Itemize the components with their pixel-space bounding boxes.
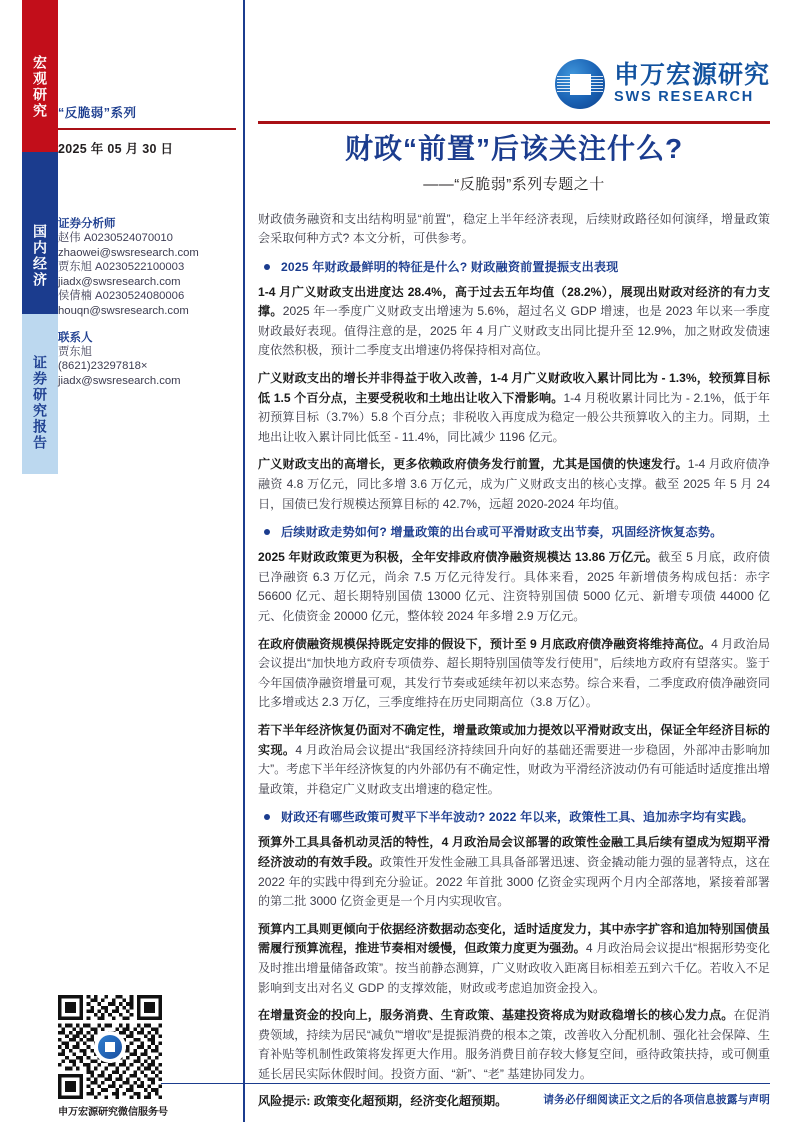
vertical-sidebar xyxy=(22,0,58,1122)
main-column xyxy=(258,0,770,1109)
paragraph xyxy=(258,548,770,626)
paragraph-lead-bold: 2025 年财政政策更为积极，全年安排政府债净融资规模达 13.86 万亿元。 xyxy=(258,550,658,565)
analyst-entry: 赵伟 A0230524070010 xyxy=(58,232,173,244)
series-tag: “反脆弱”系列 xyxy=(58,106,137,120)
paragraph-rest: 1-4 月税收累计同比为 - 2.1%，低于年初预算目标（3.7%）5.8 个百分点；非税收入再度成为稳定一般公共预算收入的主力。同期，土地出让收入累计同比低至 - 11.4%，同比减少 1196 亿元。 xyxy=(258,390,770,444)
paragraph-lead-bold: 预算外工具具备机动灵活的特性，4 月政治局会议部署的政策性金融工具后续有望成为短期平滑经济波动的有效手段。 xyxy=(258,835,770,869)
sidebar-filler xyxy=(22,474,58,1122)
wechat-qr-block xyxy=(58,995,168,1118)
sidebar-block-macro-research xyxy=(22,0,58,152)
paragraph-rest: 截至 5 月底，政府债已净融资 6.3 万亿元，尚余 7.5 万亿元待发行。具体来看，2025 年新增债务构成包括：赤字 56600 亿元、超长期特别国债 13000 亿元、注资特别国债 5000 亿元、新增专项债 44000 亿元、化债资金 20000 亿元，整体较 2024 年多增 2.9 万亿元。 xyxy=(258,550,770,623)
analyst-entry: 侯倩楠 A0230524080006 xyxy=(58,290,185,303)
analyst-email[interactable]: zhaowei@swsresearch.com xyxy=(58,246,199,259)
sidebar-block-label: 国内经济 xyxy=(32,224,48,288)
report-date: 2025 年 05 月 30 日 xyxy=(58,142,174,156)
footer-disclaimer: 请务必仔细阅读正文之后的各项信息披露与声明 xyxy=(543,1094,770,1106)
risk-disclaimer: 风险提示: 政策变化超预期，经济变化超预期。 xyxy=(258,1094,508,1109)
sidebar-block-securities-research-report xyxy=(22,314,58,474)
brand-name-cn: 申万宏源研究 xyxy=(613,61,770,90)
series-tag-rule xyxy=(58,128,236,130)
analyst-email[interactable]: jiadx@swsresearch.com xyxy=(58,275,181,288)
contact-heading: 联系人 xyxy=(58,331,93,344)
qr-center-logo-icon xyxy=(94,1031,126,1063)
paragraph xyxy=(258,635,770,713)
paragraph-rest: 1-4 月政府债净融资 4.8 万亿元，同比多增 3.6 万亿元，成为广义财政支出的核心支撑。截至 2025 年 5 月 24 日，国债已发行规模达预算目标的 42.7%，远超 2020-2024 年均值。 xyxy=(258,457,770,511)
left-meta-column xyxy=(58,0,238,388)
section-heading-3 xyxy=(258,808,770,826)
paragraph xyxy=(258,721,770,799)
paragraph xyxy=(258,283,770,361)
lead-paragraph: 财政债务融资和支出结构明显“前置”，稳定上半年经济表现，后续财政路径如何演绎，增量政策会采取何种方式? 本文分析，可供参考。 xyxy=(258,211,770,246)
paragraph xyxy=(258,455,770,514)
paragraph-lead-bold: 若下半年经济恢复仍面对不确定性，增量政策或加力提效以平滑财政支出，保证全年经济目标的实现。 xyxy=(258,722,770,757)
paragraph-lead-bold: 广义财政支出的高增长，更多依赖政府债务发行前置，尤其是国债的快速发行。 xyxy=(258,457,688,472)
paragraph-rest: 4 月政治局会议提出“根据形势变化及时推出增量储备政策”。按当前静态测算，广义财政收入距离目标相差五到六千亿。若收入不足影响到支出对名义 GDP 的支撑效能，财政或考虑追加资金投入。 xyxy=(258,941,770,995)
analyst-heading: 证券分析师 xyxy=(58,218,116,230)
sidebar-block-label: 宏观研究 xyxy=(32,55,48,119)
section-heading-label: 财政还有哪些政策可熨平下半年波动? 2022 年以来，政策性工具、追加赤字均有实践。 xyxy=(281,810,754,825)
section-heading-label: 2025 年财政最鲜明的特征是什么? 财政融资前置提振支出表现 xyxy=(281,259,619,274)
report-body xyxy=(258,210,770,1110)
footer-divider-rule xyxy=(161,1083,770,1084)
sws-globe-icon xyxy=(555,59,605,109)
paragraph-rest: 政策性开发性金融工具具备部署迅速、资金撬动能力强的显著特点，这在 2022 年的实践中得到充分验证。2022 年首批 3000 亿资金实现两个月内全部落地，紧接着部署的第二批 3000 亿资金更是一个月内实现收官。 xyxy=(258,854,770,909)
paragraph-lead-bold: 广义财政支出的增长并非得益于收入改善，1-4 月广义财政收入累计同比为 - 1.3%，较预算目标低 1.5 个百分点，主要受税收和土地出让收入下滑影响。 xyxy=(258,371,770,405)
contact-phone: (8621)23297818× xyxy=(58,360,148,373)
qr-caption: 申万宏源研究微信服务号 xyxy=(58,1107,168,1118)
analyst-entry: 贾东旭 A0230522100003 xyxy=(58,261,185,274)
section-heading-1 xyxy=(258,258,770,276)
paragraph-rest: 在促消费领域，持续为居民“减负”“增收”是提振消费的根本之策，改善收入分配机制、强化社会保障、生育补贴等机制性政策将发挥更大作用。服务消费目前存较大修复空间，亟待政策扶持，或可侧重延长居民实际休假时间。投资方面、“新”、“老” 基建协同发力。 xyxy=(258,1008,770,1081)
bullet-dot-icon xyxy=(264,814,270,820)
page-title: 财政“前置”后该关注什么? xyxy=(344,132,684,164)
paragraph xyxy=(258,369,770,447)
contact-email[interactable]: jiadx@swsresearch.com xyxy=(58,374,181,387)
analyst-email[interactable]: houqn@swsresearch.com xyxy=(58,304,189,317)
section-heading-2 xyxy=(258,523,770,541)
paragraph-rest: 4 月政治局会议提出“我国经济持续回升向好的基础还需要进一步稳固，外部冲击影响加大”。考虑下半年经济恢复的内外部仍有不确定性，财政为平滑经济波动仍有可能适时适度推出增量政策，并稳定广义财政支出增速的稳定性。 xyxy=(258,742,770,796)
qr-code-icon[interactable] xyxy=(58,995,162,1099)
paragraph-lead-bold: 预算内工具则更倾向于依据经济数据动态变化，适时适度发力，其中赤字扩容和追加特别国债虽需履行预算流程，推进节奏相对缓慢，但政策力度更为强劲。 xyxy=(258,921,770,956)
paragraph-rest: 2025 年一季度广义财政支出增速为 5.6%，超过名义 GDP 增速，也是 2023 年以来一季度财政最好表现。值得注意的是，2025 年 4 月广义财政支出同比提升至 12.9%，加之财政发债速度依然积极，预计二季度支出增速仍将保持相对高位。 xyxy=(258,304,770,358)
title-divider-rule xyxy=(258,121,770,124)
brand-logo xyxy=(258,56,770,112)
bullet-dot-icon xyxy=(264,264,270,270)
bullet-dot-icon xyxy=(264,529,270,535)
section-heading-label: 后续财政走势如何? 增量政策的出台或可平滑财政支出节奏，巩固经济恢复态势。 xyxy=(281,525,723,540)
contact-name: 贾东旭 xyxy=(58,345,92,358)
paragraph xyxy=(258,833,770,911)
sidebar-block-label: 证券研究报告 xyxy=(32,355,48,451)
paragraph xyxy=(258,1006,770,1084)
brand-name-en: SWS RESEARCH xyxy=(613,89,755,106)
paragraph xyxy=(258,920,770,998)
paragraph-lead-bold: 1-4 月广义财政支出进度达 28.4%，高于过去五年均值（28.2%），展现出财政对经济的有力支撑。 xyxy=(258,284,770,319)
paragraph-rest: 4 月政治局会议提出“加快地方政府专项债券、超长期特别国债等发行使用”，后续地方政府有望落实。鉴于今年国债净融资增量可观，其发行节奏或延续年初以来态势。综合来看，二季度政府债净融资同比多增或达 2.3 万亿，三季度维持在历史同期高位（3.8 万亿）。 xyxy=(258,636,770,710)
paragraph-lead-bold: 在政府债融资规模保持既定安排的假设下，预计至 9 月底政府债净融资将维持高位。 xyxy=(258,636,712,651)
paragraph-lead-bold: 在增量资金的投向上，服务消费、生育政策、基建投资将成为财政稳增长的核心发力点。 xyxy=(258,1008,734,1023)
column-divider-rule xyxy=(243,0,245,1122)
page-subtitle: ——“反脆弱”系列专题之十 xyxy=(423,175,605,193)
sidebar-block-domestic-economy xyxy=(22,152,58,314)
